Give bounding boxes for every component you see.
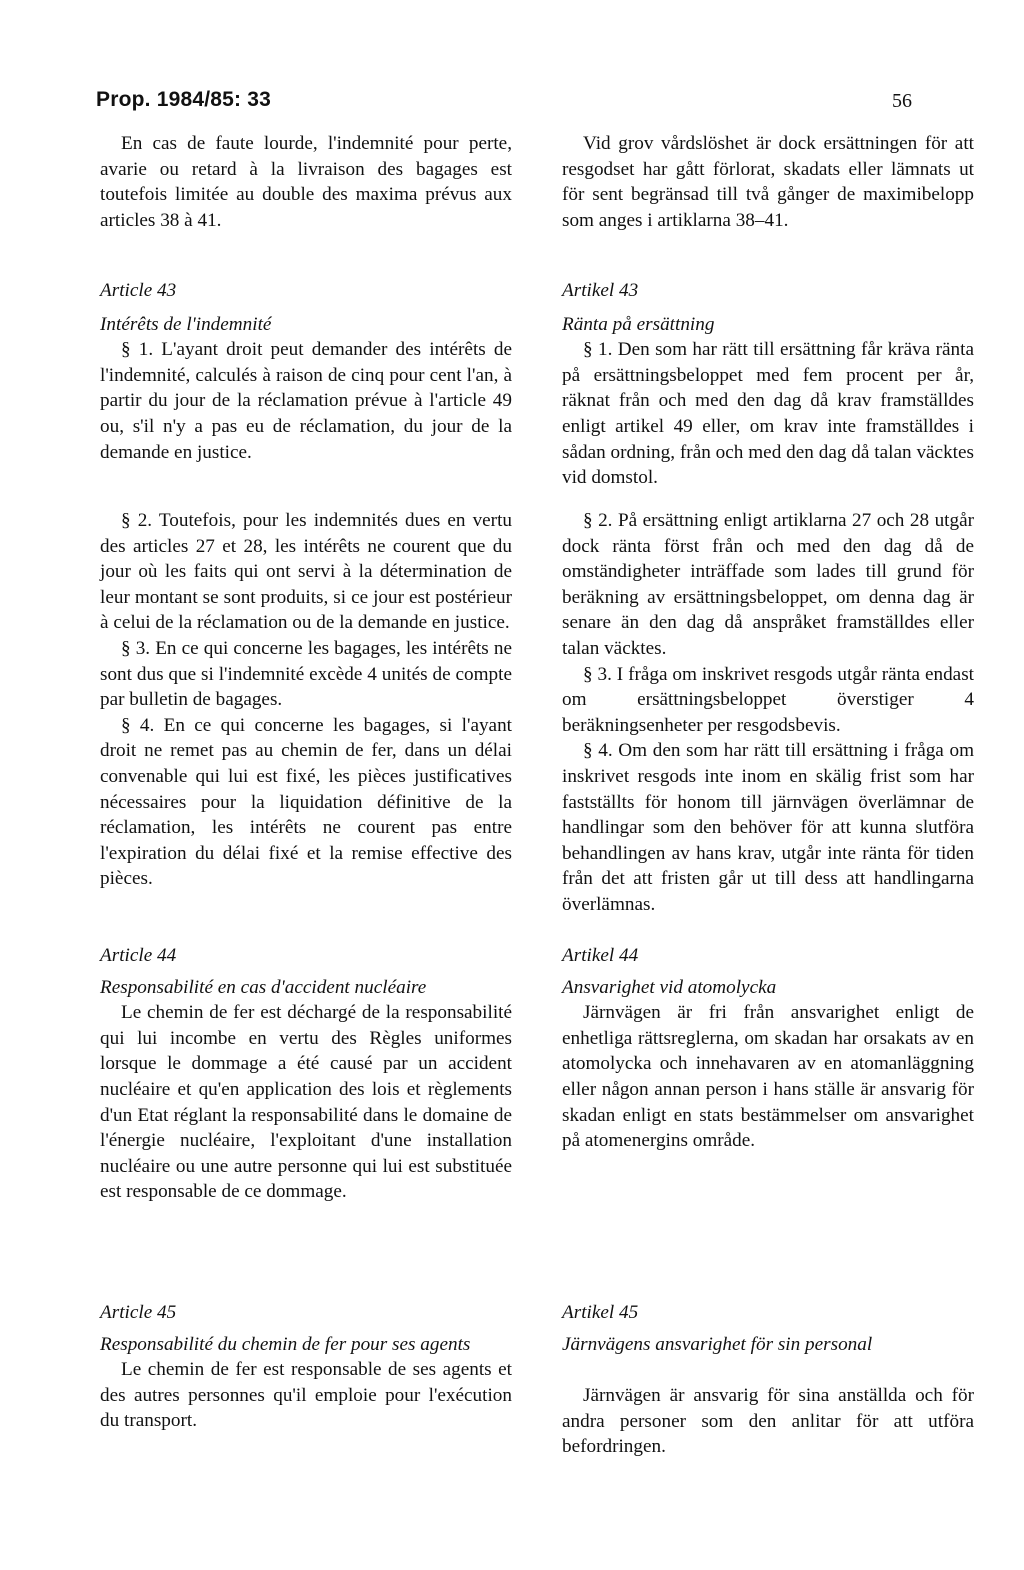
sv-intro — [562, 131, 974, 233]
sv-art43-p2: § 2. På ersättning enligt artiklarna 27 och 28 utgår dock ränta först från och med den dag då de omständigheter inträffade som lades till grund för beräkning av ersättningsbeloppet, om denna dag är senare än den dag då anspråket framställdes eller talan väcktes. — [562, 510, 974, 659]
sv-art43-p4: § 4. Om den som har rätt till ersättning i fråga om inskrivet resgods inte inom en skälig frist som har fastställts för honom till järnvägen överlämnar de handlingar som den behöver för att kunna slutföra behandlingen av hans krav, utgår inte ränta för tiden från det att fristen går ut till dess att handlingarna överlämnas. — [562, 740, 974, 915]
sv-art45-label: Artikel 45 — [562, 1302, 639, 1323]
fr-art45-body: Le chemin de fer est responsable de ses agents et des autres personnes qu'il emploie pour l'exécution du transport. — [100, 1359, 512, 1432]
fr-article-44 — [100, 943, 512, 1205]
document-reference: Prop. 1984/85: 33 — [96, 88, 271, 111]
sv-art44-body: Järnvägen är fri från ansvarighet enligt de enhetliga rättsreglerna, om skadan har orsakats av en atomolycka och innehavaren av en atomanläggning eller någon annan person i hans ställe är ansvarig för skadan enligt en stats bestämmelser om ansvarighet på atomenergins område. — [562, 1002, 974, 1152]
fr-art43-p2: § 2. Toutefois, pour les indemnités dues en vertu des articles 27 et 28, les intérêts ne courent que du jour où les faits qui ont servi à la détermination de leur montant se sont produits, si ce jour est postérieur à celui de la réclamation ou de la demande en justice. — [100, 510, 512, 634]
fr-art43-p3: § 3. En ce qui concerne les bagages, les intérêts ne sont dus que si l'indemnité excède 4 unités de compte par bulletin de bagages. — [100, 637, 512, 711]
sv-art43-p3: § 3. I fråga om inskrivet resgods utgår ränta endast om ersättningsbeloppet överstiger 4 beräkningsenheter per resgodsbevis. — [562, 663, 974, 736]
fr-art43-title: Intérêts de l'indemnité — [100, 313, 272, 335]
sv-art44-title: Ansvarighet vid atomolycka — [562, 976, 777, 998]
sv-art43-p1: § 1. Den som har rätt till ersättning får kräva ränta på ersättningsbeloppet med fem procent per år, räknat från och med den dag då krav framställdes enligt artikel 49 eller, om krav inte framställdes i sådan ordning, från och med den dag då talan väcktes vid domstol. — [562, 339, 974, 489]
sv-art43-rest — [562, 508, 974, 918]
sv-art45-title: Järnvägens ansvarighet för sin personal — [562, 1333, 873, 1355]
fr-art44-body: Le chemin de fer est déchargé de la responsabilité qui lui incombe en vertu des Règles uniformes lorsque le dommage a été causé par un accident nucléaire et qu'en application des lois et règlements d'un Etat réglant la responsabilité dans le domaine de l'énergie nucléaire, l'exploitant d'une installation nucléaire ou une autre personne qui lui est substituée est responsable de ce dommage. — [100, 1002, 512, 1203]
fr-art43-label: Article 43 — [100, 280, 177, 301]
fr-article-45 — [100, 1300, 512, 1434]
fr-intro-text: En cas de faute lourde, l'indemnité pour perte, avarie ou retard à la livraison des bagages est toutefois limitée au double des maxima prévus aux articles 38 à 41. — [100, 133, 512, 231]
fr-art43-p4: § 4. En ce qui concerne les bagages, si l'ayant droit ne remet pas au chemin de fer, dans un délai convenable qui lui est fixé, les pièces justificatives nécessaires pour la liquidation définitive de la réclamation, les intérêts ne courent pas entre l'expiration du délai fixé et la remise effective des pièces. — [100, 714, 512, 890]
fr-art45-title: Responsabilité du chemin de fer pour ses agents — [100, 1333, 471, 1355]
fr-art43-rest — [100, 508, 512, 892]
fr-article-43 — [100, 278, 512, 465]
fr-art45-label: Article 45 — [100, 1302, 177, 1323]
sv-art43-title: Ränta på ersättning — [562, 313, 715, 335]
sv-art45-body: Järnvägen är ansvarig för sina anställda och för andra personer som den anlitar för att utföra befordringen. — [562, 1385, 974, 1458]
sv-article-43 — [562, 278, 974, 491]
sv-article-45 — [562, 1300, 974, 1460]
page-number: 56 — [892, 90, 912, 112]
fr-art44-title: Responsabilité en cas d'accident nucléaire — [100, 976, 427, 998]
fr-art44-label: Article 44 — [100, 945, 177, 966]
sv-intro-text: Vid grov vårdslöshet är dock ersättningen för att resgodset har gått förlorat, skadats eller lämnats ut för sent begränsad till två gånger de maximibelopp som anges i artiklarna 38–41. — [562, 133, 974, 231]
fr-art43-p1: § 1. L'ayant droit peut demander des intérêts de l'indemnité, calculés à raison de cinq pour cent l'an, à partir du jour de la réclamation prévue à l'article 49 ou, s'il n'y a pas eu de réclamation, du jour de la demande en justice. — [100, 339, 512, 463]
sv-article-44 — [562, 943, 974, 1154]
fr-intro — [100, 131, 512, 233]
sv-art44-label: Artikel 44 — [562, 945, 639, 966]
sv-art43-label: Artikel 43 — [562, 280, 639, 301]
